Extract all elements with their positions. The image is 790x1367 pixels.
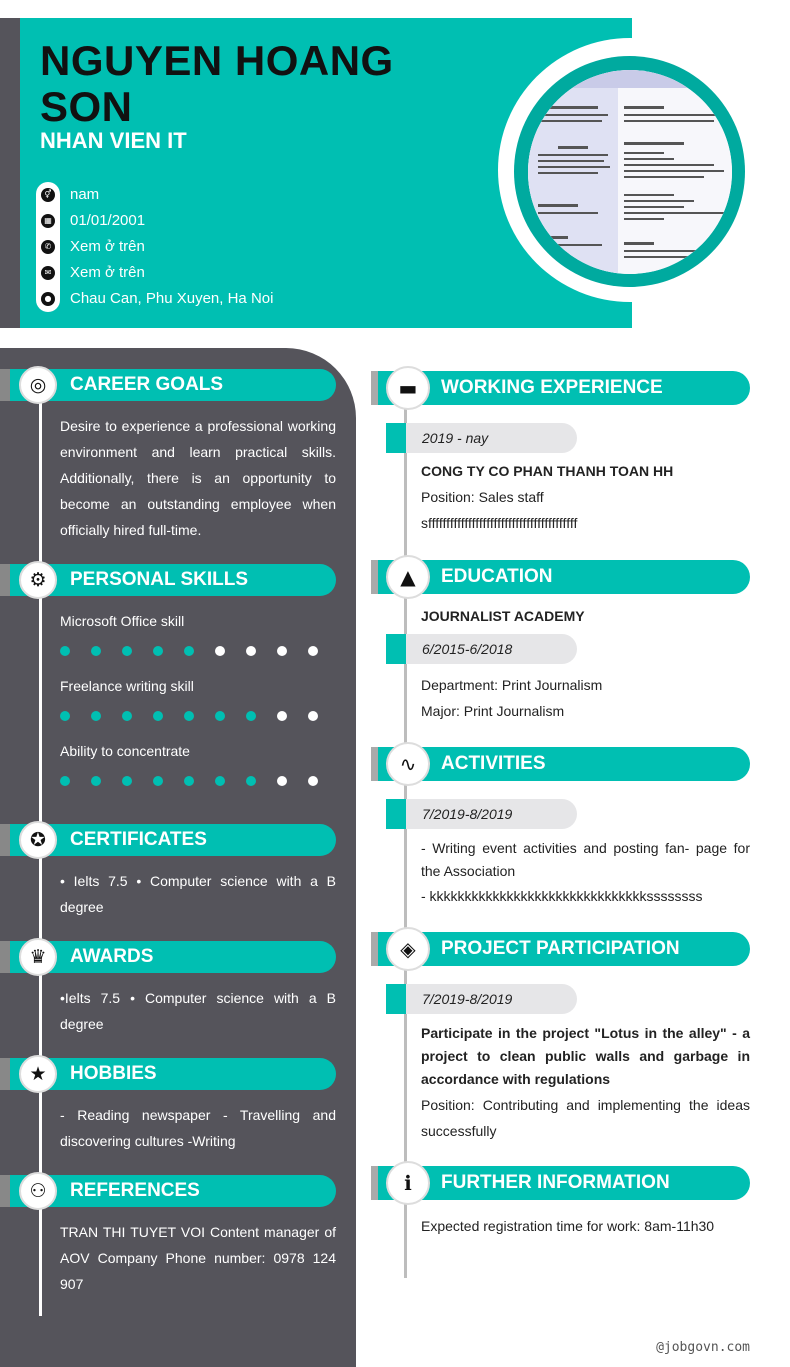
- references-text: TRAN THI TUYET VOI Content manager of AOV Company Phone number: 0978 124 907: [60, 1224, 336, 1292]
- references-title: REFERENCES: [70, 1180, 200, 1201]
- career-goals-text: Desire to experience a professional working environment and learn practical skills. Additionally, there is an opportunity to become an outstanding employee when officially hired full-time.: [60, 418, 336, 538]
- gender-icon: ⚥: [38, 185, 58, 205]
- contact-phone: [36, 234, 456, 260]
- gear-icon: ⚙: [19, 561, 57, 599]
- rating-dot-filled: [153, 711, 163, 721]
- skill-rating: [60, 646, 320, 658]
- activities-line-1: - Writing event activities and posting fan- page for the Association: [421, 840, 750, 879]
- experience-title: WORKING EXPERIENCE: [441, 377, 663, 398]
- skill-rating: [60, 776, 320, 788]
- rating-dot-filled: [184, 646, 194, 656]
- hobbies-header: [10, 1058, 336, 1090]
- skills-title: PERSONAL SKILLS: [70, 569, 249, 590]
- activities-date: 7/2019-8/2019: [406, 799, 577, 829]
- education-date-tab: [386, 634, 406, 664]
- contact-birthday: [36, 208, 456, 234]
- rating-dot-empty: [308, 711, 318, 721]
- activities-date-tab: [386, 799, 406, 829]
- hobbies-text: - Reading newspaper - Travelling and discovering cultures -Writing: [60, 1107, 336, 1149]
- rating-dot-empty: [308, 646, 318, 656]
- hobbies-title: HOBBIES: [70, 1063, 157, 1084]
- contact-list: [36, 182, 456, 312]
- rating-dot-filled: [60, 646, 70, 656]
- education-title: EDUCATION: [441, 566, 553, 587]
- info-icon: ℹ: [386, 1161, 430, 1205]
- people-icon: ⚇: [19, 1172, 57, 1210]
- career-goals-title: CAREER GOALS: [70, 374, 224, 395]
- watermark: @jobgovn.com: [656, 1340, 750, 1355]
- rating-dot-filled: [184, 711, 194, 721]
- rating-dot-filled: [215, 711, 225, 721]
- rating-dot-filled: [153, 776, 163, 786]
- education-major: Major: Print Journalism: [421, 703, 565, 719]
- further-info-text: Expected registration time for work: 8am-11h30: [421, 1218, 715, 1234]
- contact-email: [36, 260, 456, 286]
- projects-date: 7/2019-8/2019: [406, 984, 577, 1014]
- skill-name: Microsoft Office skill: [60, 613, 185, 629]
- rating-dot-filled: [246, 711, 256, 721]
- project-description: Participate in the project "Lotus in the alley" - a project to clean public walls and garbage in accordance with regulations: [421, 1025, 750, 1087]
- rating-dot-empty: [277, 646, 287, 656]
- activities-line-2: - kkkkkkkkkkkkkkkkkkkkkkkkkkkkkkkssssssss: [421, 888, 703, 904]
- star-icon: ★: [19, 1055, 57, 1093]
- rating-dot-filled: [60, 711, 70, 721]
- target-icon: ◎: [19, 366, 57, 404]
- rating-dot-empty: [277, 711, 287, 721]
- contact-phone-text: Xem ở trên: [70, 238, 145, 255]
- contact-address-text: Chau Can, Phu Xuyen, Ha Noi: [70, 290, 274, 307]
- projects-date-tab: [386, 984, 406, 1014]
- rating-dot-filled: [215, 776, 225, 786]
- company-name: CONG TY CO PHAN THANH TOAN HH: [421, 463, 674, 479]
- skill-rating: [60, 711, 320, 723]
- rating-dot-empty: [246, 646, 256, 656]
- rating-dot-empty: [215, 646, 225, 656]
- certificates-title: CERTIFICATES: [70, 829, 207, 850]
- right-timeline-line: [404, 388, 407, 1278]
- pulse-icon: ∿: [386, 742, 430, 786]
- rating-dot-filled: [122, 646, 132, 656]
- rating-dot-empty: [277, 776, 287, 786]
- candidate-name: NGUYEN HOANG SON: [40, 37, 394, 130]
- awards-text: •Ielts 7.5 • Computer science with a B degree: [60, 990, 336, 1032]
- email-icon: ✉: [38, 263, 58, 283]
- projects-title: PROJECT PARTICIPATION: [441, 938, 680, 959]
- education-header: [378, 560, 750, 594]
- skill-name: Ability to concentrate: [60, 743, 190, 759]
- experience-date-tab: [386, 423, 406, 453]
- activities-title: ACTIVITIES: [441, 753, 546, 774]
- location-icon: ●: [38, 289, 58, 309]
- experience-description: sfffffffffffffffffffffffffffffffffffffffff: [421, 515, 578, 531]
- project-position: Position: Contributing and implementing the ideas successfully: [421, 1097, 750, 1139]
- activities-header: [378, 747, 750, 781]
- phone-icon: ✆: [38, 237, 58, 257]
- experience-date: 2019 - nay: [406, 423, 577, 453]
- rating-dot-filled: [153, 646, 163, 656]
- further-info-title: FURTHER INFORMATION: [441, 1172, 670, 1193]
- rating-dot-filled: [91, 711, 101, 721]
- school-name: JOURNALIST ACADEMY: [421, 608, 585, 624]
- skill-name: Freelance writing skill: [60, 678, 194, 694]
- briefcase-icon: ▬: [386, 366, 430, 410]
- rating-dot-filled: [122, 776, 132, 786]
- rating-dot-filled: [60, 776, 70, 786]
- awards-header: [10, 941, 336, 973]
- rating-dot-filled: [122, 711, 132, 721]
- medal-icon: ✪: [19, 821, 57, 859]
- rating-dot-filled: [184, 776, 194, 786]
- graduation-cap-icon: ▲: [386, 555, 430, 599]
- contact-email-text: Xem ở trên: [70, 264, 145, 281]
- job-title: NHAN VIEN IT: [40, 128, 187, 153]
- experience-position: Position: Sales staff: [421, 489, 544, 505]
- awards-title: AWARDS: [70, 946, 154, 967]
- trophy-icon: ♛: [19, 938, 57, 976]
- rating-dot-filled: [91, 646, 101, 656]
- layers-icon: ◈: [386, 927, 430, 971]
- calendar-icon: ▦: [38, 211, 58, 231]
- avatar: [528, 70, 732, 274]
- contact-birthday-text: 01/01/2001: [70, 212, 146, 229]
- certificates-text: • Ielts 7.5 • Computer science with a B degree: [60, 873, 336, 915]
- rating-dot-filled: [91, 776, 101, 786]
- contact-gender-text: nam: [70, 186, 100, 203]
- education-department: Department: Print Journalism: [421, 677, 603, 693]
- contact-address: [36, 286, 456, 312]
- education-date: 6/2015-6/2018: [406, 634, 577, 664]
- header-dark-strip: [0, 18, 20, 328]
- contact-gender: [36, 182, 456, 208]
- rating-dot-filled: [246, 776, 256, 786]
- rating-dot-empty: [308, 776, 318, 786]
